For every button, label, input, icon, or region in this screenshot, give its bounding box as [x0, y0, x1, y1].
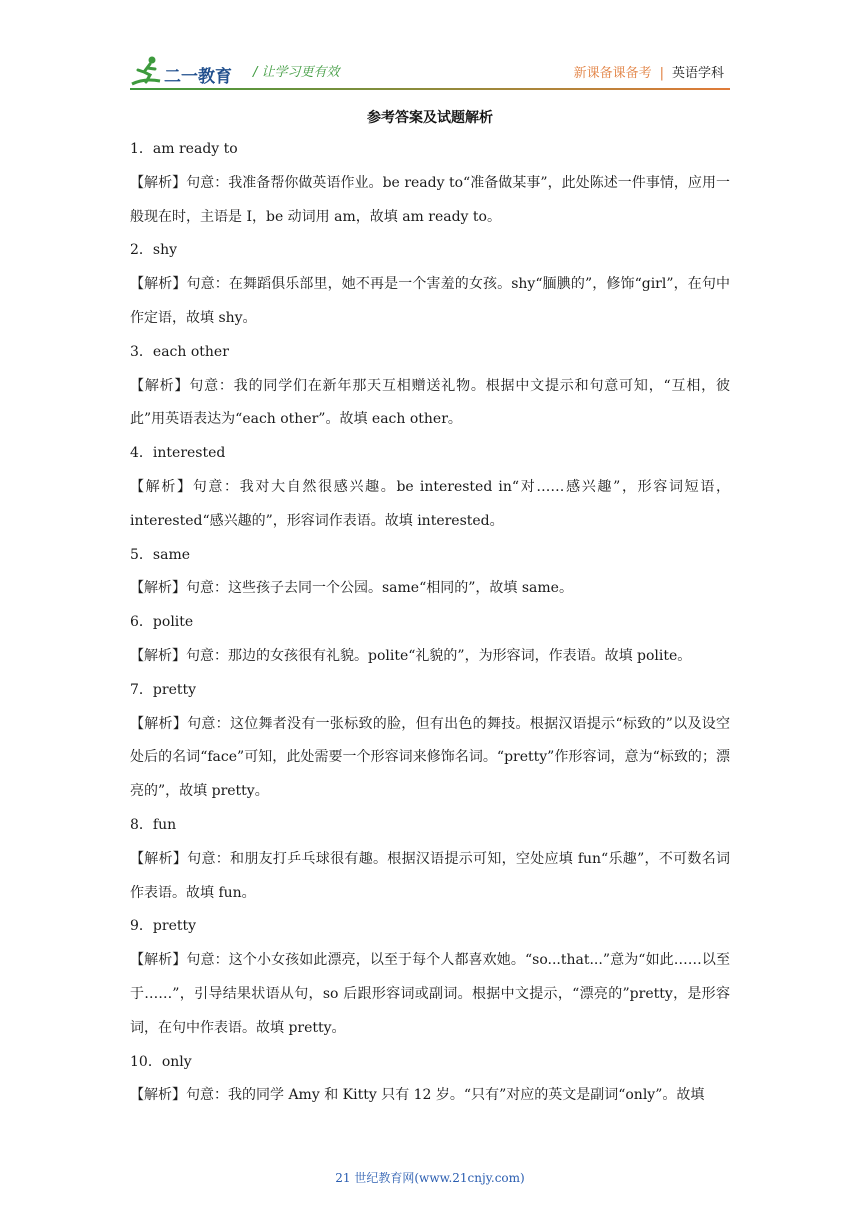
answer-number: 10．: [130, 1053, 162, 1070]
answer-explanation: 【解析】句意：这些孩子去同一个公园。same“相同的”，故填 same。: [130, 580, 573, 597]
logo-text: 二一教育: [164, 67, 232, 87]
page-title: 参考答案及试题解析: [367, 110, 493, 126]
header-tagline: 新课备课备考: [573, 66, 652, 81]
answer-number: 8．: [130, 816, 153, 833]
answer-text: pretty: [152, 681, 197, 698]
header-separator: |: [659, 66, 664, 81]
answer-text: polite: [152, 614, 194, 631]
answer-text: each other: [152, 343, 229, 360]
answer-item-7: [130, 674, 730, 708]
answer-number: 7．: [130, 681, 153, 698]
answer-number: 5．: [130, 546, 153, 563]
answer-list: [130, 133, 730, 1113]
answer-item-9: [130, 910, 730, 944]
answer-number: 9．: [130, 918, 153, 935]
header-right: [574, 62, 724, 81]
answer-text: interested: [152, 445, 226, 462]
answer-text: shy: [152, 242, 178, 259]
answer-item-3: [130, 336, 730, 370]
answer-explanation: 【解析】句意：我准备帮你做英语作业。be ready to“准备做某事”，此处陈述一件事情，应用一般现在时，主语是 I，be 动词用 am，故填 am ready to。: [130, 174, 730, 225]
answer-item-2: [130, 234, 730, 268]
logo: [130, 54, 240, 90]
answer-explanation: 【解析】句意：这个小女孩如此漂亮，以至于每个人都喜欢她。“so...that...”意为“如此……以至于……”，引导结果状语从句，so 后跟形容词或副词。根据中文提示，“漂亮的”pretty，是形容词，在句中作表语。故填 pretty。: [130, 952, 730, 1036]
answer-item-5: [130, 539, 730, 573]
answer-item-6: [130, 606, 730, 640]
answer-number: 3．: [130, 343, 153, 360]
answer-number: 6．: [130, 614, 153, 631]
header-slogan: / 让学习更有效: [253, 65, 340, 80]
page-footer: 21 世纪教育网(www.21cnjy.com): [335, 1171, 525, 1185]
answer-text: same: [152, 546, 191, 563]
header-divider: [130, 88, 730, 90]
answer-explanation: 【解析】句意：我的同学们在新年那天互相赠送礼物。根据中文提示和句意可知，“互相，彼此”用英语表达为“each other”。故填 each other。: [130, 377, 730, 428]
answer-explanation: 【解析】句意：和朋友打乒乓球很有趣。根据汉语提示可知，空处应填 fun“乐趣”，不可数名词作表语。故填 fun。: [130, 850, 730, 901]
answer-number: 2．: [130, 242, 153, 259]
answer-item-8: [130, 809, 730, 843]
answer-item-4: [130, 437, 730, 471]
answer-text: only: [161, 1053, 192, 1070]
answer-explanation: 【解析】句意：这位舞者没有一张标致的脸，但有出色的舞技。根据汉语提示“标致的”以及设空处后的名词“face”可知，此处需要一个形容词来修饰名词。“pretty”作形容词，意为“标致的；漂亮的”，故填 pretty。: [130, 715, 730, 800]
answer-explanation: 【解析】句意：我的同学 Amy 和 Kitty 只有 12 岁。“只有”对应的英文是副词“only”。故填: [130, 1087, 705, 1104]
answer-number: 4．: [130, 445, 153, 462]
answer-text: pretty: [152, 918, 197, 935]
answer-item-1: [130, 133, 730, 167]
page-header: [0, 0, 860, 100]
answer-explanation: 【解析】句意：我对大自然很感兴趣。be interested in“对……感兴趣”，形容词短语，interested“感兴趣的”，形容词作表语。故填 interested。: [130, 478, 730, 529]
answer-item-10: [130, 1046, 730, 1080]
answer-explanation: 【解析】句意：那边的女孩很有礼貌。polite“礼貌的”，为形容词，作表语。故填 polite。: [130, 647, 692, 664]
answer-explanation: 【解析】句意：在舞蹈俱乐部里，她不再是一个害羞的女孩。shy“腼腆的”，修饰“girl”，在句中作定语，故填 shy。: [130, 276, 730, 326]
answer-text: fun: [152, 816, 177, 833]
answer-number: 1．: [130, 141, 153, 157]
runner-logo-icon: [130, 54, 166, 90]
header-subject: 英语学科: [671, 66, 724, 81]
answer-text: am ready to: [152, 141, 238, 157]
